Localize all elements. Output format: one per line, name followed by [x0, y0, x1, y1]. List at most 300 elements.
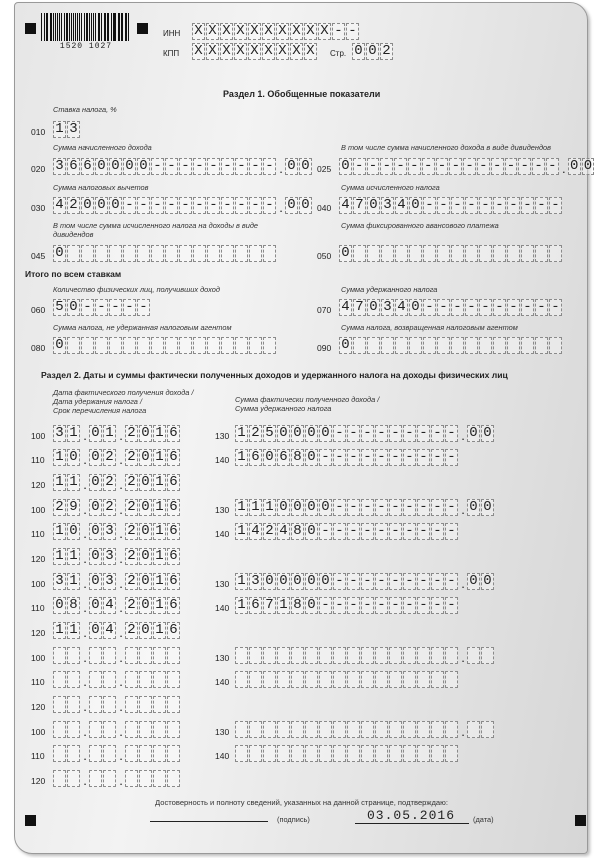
digit-cell: - [319, 597, 332, 614]
digit-cell [179, 337, 192, 354]
digit-cell: 0 [53, 337, 66, 354]
digit-cell: - [507, 299, 520, 316]
digit-cell: X [220, 43, 233, 60]
digit-cell: 0 [53, 597, 66, 614]
line-code: 120 [31, 776, 46, 786]
digit-cell [235, 245, 248, 262]
digit-cell [507, 245, 520, 262]
digit-cell: - [347, 499, 360, 516]
digit-cell [263, 647, 276, 664]
kpp-field[interactable] [192, 43, 318, 60]
digit-cell: 1 [153, 573, 166, 590]
digit-cell [403, 745, 416, 762]
corner-marker [575, 815, 586, 826]
digit-cell: 6 [81, 158, 94, 175]
digit-cell: - [451, 197, 464, 214]
line-045-label: дивидендов [53, 230, 94, 239]
digit-cell [89, 721, 102, 738]
date-separator: . [119, 477, 123, 492]
digit-cell: 0 [299, 158, 312, 175]
line-code: 140 [215, 751, 230, 761]
digit-cell: 1 [277, 597, 290, 614]
income-date-field[interactable] [53, 499, 181, 516]
digit-cell [375, 745, 388, 762]
digit-cell: - [445, 425, 458, 442]
digit-cell [467, 721, 480, 738]
digit-cell: 1 [53, 548, 66, 565]
digit-cell [151, 245, 164, 262]
digit-cell: X [290, 23, 303, 40]
tax-transfer-deadline-field[interactable] [53, 696, 181, 713]
inn-label: ИНН [163, 29, 181, 38]
digit-cell [207, 337, 220, 354]
digit-cell: 2 [67, 197, 80, 214]
line-code: 140 [215, 603, 230, 613]
digit-cell [139, 671, 152, 688]
digit-cell: - [81, 299, 94, 316]
persons-count-field[interactable] [53, 299, 151, 316]
digit-cell: 2 [125, 622, 138, 639]
date-separator: . [83, 502, 87, 517]
digit-cell: 1 [235, 449, 248, 466]
digit-cell: - [361, 523, 374, 540]
date-separator: . [83, 699, 87, 714]
tax-withheld-date-field[interactable] [53, 597, 181, 614]
decimal-point: . [279, 200, 283, 215]
digit-cell: - [207, 158, 220, 175]
digit-cell: - [423, 299, 436, 316]
digit-cell: 0 [305, 499, 318, 516]
totals-title: Итого по всем ставкам [25, 269, 122, 279]
digit-cell [139, 647, 152, 664]
digit-cell: X [290, 43, 303, 60]
deductions-field[interactable] [53, 197, 313, 214]
digit-cell: 0 [305, 597, 318, 614]
digit-cell: 0 [481, 425, 494, 442]
line-050-label: Сумма фиксированного авансового платежа [341, 221, 499, 230]
date-separator: . [83, 526, 87, 541]
digit-cell: - [417, 449, 430, 466]
digit-cell: X [304, 43, 317, 60]
digit-cell: 0 [339, 245, 352, 262]
rate-label: Ставка налога, % [53, 105, 117, 114]
digit-cell [417, 721, 430, 738]
digit-cell [493, 245, 506, 262]
digit-cell: - [193, 197, 206, 214]
digit-cell [493, 337, 506, 354]
digit-cell [167, 770, 180, 787]
digit-cell [333, 647, 346, 664]
digit-cell: - [375, 449, 388, 466]
digit-cell: 2 [125, 597, 138, 614]
digit-cell: - [389, 523, 402, 540]
line-code: 110 [31, 455, 45, 465]
income-date-field[interactable] [53, 425, 181, 442]
digit-cell [347, 647, 360, 664]
digit-cell: 0 [305, 449, 318, 466]
digit-cell: 0 [352, 43, 365, 60]
digit-cell: 8 [291, 523, 304, 540]
digit-cell [409, 337, 422, 354]
digit-cell: - [361, 573, 374, 590]
digit-cell: 0 [277, 499, 290, 516]
digit-cell: 0 [367, 197, 380, 214]
digit-cell: 0 [137, 158, 150, 175]
digit-cell: - [451, 299, 464, 316]
section1-title: Раздел 1. Обобщенные показатели [223, 89, 381, 99]
income-amount-field[interactable] [235, 425, 495, 442]
digit-cell: - [333, 449, 346, 466]
digit-cell [53, 696, 66, 713]
line-code: 110 [31, 529, 45, 539]
digit-cell [53, 721, 66, 738]
digit-cell: - [431, 499, 444, 516]
decimal-point: . [561, 161, 566, 176]
digit-cell [125, 745, 138, 762]
date-separator: . [119, 428, 123, 443]
digit-cell: X [318, 23, 331, 40]
digit-cell: 1 [235, 499, 248, 516]
digit-cell [381, 337, 394, 354]
date-separator: . [83, 674, 87, 689]
digit-cell: 6 [167, 425, 180, 442]
digit-cell: - [493, 299, 506, 316]
digit-cell: 0 [67, 523, 80, 540]
digit-cell: 1 [67, 573, 80, 590]
digit-cell: X [262, 23, 275, 40]
line-070-label: Сумма удержанного налога [341, 285, 438, 294]
col1-header: Срок перечисления налога [53, 406, 147, 415]
digit-cell: 0 [139, 548, 152, 565]
signature-line [150, 821, 268, 822]
digit-cell: 0 [319, 573, 332, 590]
digit-cell: - [445, 449, 458, 466]
digit-cell [535, 245, 548, 262]
digit-cell: 2 [125, 449, 138, 466]
tax-transfer-deadline-field[interactable] [53, 548, 181, 565]
digit-cell: 0 [89, 523, 102, 540]
date-separator: . [83, 773, 87, 788]
digit-cell: - [389, 449, 402, 466]
fixed-advance-field[interactable] [339, 245, 563, 262]
digit-cell: 6 [167, 449, 180, 466]
digit-cell [123, 337, 136, 354]
digit-cell [467, 647, 480, 664]
digit-cell: 1 [153, 449, 166, 466]
digit-cell [153, 721, 166, 738]
digit-cell [207, 245, 220, 262]
digit-cell [347, 671, 360, 688]
line-code: 020 [31, 164, 46, 174]
digit-cell: 0 [467, 573, 480, 590]
digit-cell: - [353, 158, 366, 175]
digit-cell [361, 647, 374, 664]
withheld-amount-field[interactable] [235, 523, 459, 540]
digit-cell: - [109, 299, 122, 316]
digit-cell: - [422, 158, 435, 175]
digit-cell: - [361, 449, 374, 466]
income-amount-field[interactable] [235, 721, 495, 738]
digit-cell: - [403, 425, 416, 442]
digit-cell: 1 [67, 474, 80, 491]
digit-cell [89, 671, 102, 688]
page-number-field[interactable] [352, 43, 394, 60]
line-code: 050 [317, 251, 332, 261]
line-090-label: Сумма налога, возвращенная налоговым агентом [341, 323, 518, 332]
digit-cell: - [465, 197, 478, 214]
withheld-amount-field[interactable] [235, 671, 459, 688]
digit-cell: 0 [367, 299, 380, 316]
digit-cell [389, 671, 402, 688]
digit-cell [165, 245, 178, 262]
digit-cell: 0 [89, 597, 102, 614]
digit-cell: - [389, 499, 402, 516]
date-separator: . [83, 600, 87, 615]
line-030-label: Сумма налоговых вычетов [53, 183, 149, 192]
digit-cell [291, 721, 304, 738]
line-code: 120 [31, 480, 46, 490]
digit-cell: 6 [167, 597, 180, 614]
date-separator: . [119, 773, 123, 788]
digit-cell [89, 696, 102, 713]
digit-cell [333, 745, 346, 762]
digit-cell: - [532, 158, 545, 175]
digit-cell: 0 [263, 449, 276, 466]
not-withheld-tax-field[interactable] [53, 337, 277, 354]
dividend-income-field[interactable] [339, 158, 595, 175]
date-separator: . [83, 477, 87, 492]
digit-cell: - [319, 449, 332, 466]
income-field[interactable] [53, 158, 313, 175]
income-date-field[interactable] [53, 721, 181, 738]
digit-cell [431, 745, 444, 762]
digit-cell: X [206, 43, 219, 60]
rate-field[interactable] [53, 121, 81, 138]
withheld-tax-field[interactable] [339, 299, 563, 316]
digit-cell [109, 337, 122, 354]
date-separator: . [119, 600, 123, 615]
line-code: 130 [215, 431, 230, 441]
digit-cell: - [165, 158, 178, 175]
line-code: 100 [31, 727, 46, 737]
digit-cell [167, 696, 180, 713]
digit-cell: - [361, 499, 374, 516]
date-separator: . [119, 650, 123, 665]
digit-cell [103, 671, 116, 688]
digit-cell [445, 647, 458, 664]
digit-cell: 6 [167, 548, 180, 565]
signature-date[interactable]: 03.05.2016 [367, 808, 456, 823]
digit-cell [165, 337, 178, 354]
digit-cell: 0 [409, 197, 422, 214]
line-code: 130 [215, 579, 230, 589]
digit-cell: - [493, 197, 506, 214]
decimal-point: . [461, 724, 465, 739]
digit-cell: - [431, 597, 444, 614]
digit-cell [423, 337, 436, 354]
withheld-amount-field[interactable] [235, 745, 459, 762]
digit-cell: 0 [409, 299, 422, 316]
line-code: 130 [215, 653, 230, 663]
digit-cell: - [463, 158, 476, 175]
tax-transfer-deadline-field[interactable] [53, 622, 181, 639]
corner-marker [25, 23, 36, 34]
digit-cell [437, 245, 450, 262]
digit-cell: - [123, 197, 136, 214]
digit-cell [549, 337, 562, 354]
digit-cell: 0 [339, 337, 352, 354]
digit-cell: - [403, 523, 416, 540]
line-code: 010 [31, 127, 46, 137]
digit-cell: 0 [89, 449, 102, 466]
digit-cell: 4 [339, 197, 352, 214]
digit-cell: 0 [285, 158, 298, 175]
digit-cell: 3 [103, 548, 116, 565]
digit-cell: 0 [89, 499, 102, 516]
digit-cell [249, 745, 262, 762]
line-code: 100 [31, 505, 46, 515]
digit-cell: - [436, 158, 449, 175]
digit-cell [375, 721, 388, 738]
tax-withheld-date-field[interactable] [53, 523, 181, 540]
income-amount-field[interactable] [235, 647, 495, 664]
digit-cell [431, 721, 444, 738]
digit-cell: 0 [139, 573, 152, 590]
tax-withheld-date-field[interactable] [53, 449, 181, 466]
digit-cell [403, 647, 416, 664]
digit-cell [249, 721, 262, 738]
line-code: 130 [215, 505, 230, 515]
digit-cell: 6 [167, 573, 180, 590]
digit-cell: - [403, 449, 416, 466]
decimal-point: . [461, 502, 465, 517]
digit-cell: 1 [53, 449, 66, 466]
withheld-amount-field[interactable] [235, 449, 459, 466]
digit-cell [361, 671, 374, 688]
form-page [14, 2, 593, 854]
digit-cell [235, 745, 248, 762]
digit-cell [431, 647, 444, 664]
digit-cell [451, 245, 464, 262]
digit-cell: 0 [95, 197, 108, 214]
digit-cell: 0 [291, 425, 304, 442]
line-code: 120 [31, 702, 46, 712]
digit-cell: X [234, 43, 247, 60]
digit-cell [319, 671, 332, 688]
digit-cell [375, 647, 388, 664]
digit-cell: 1 [263, 499, 276, 516]
corner-marker [25, 815, 36, 826]
digit-cell: 0 [291, 499, 304, 516]
digit-cell [221, 337, 234, 354]
digit-cell: X [276, 43, 289, 60]
digit-cell [153, 647, 166, 664]
line-040-label: Сумма исчисленного налога [341, 183, 440, 192]
digit-cell: 1 [235, 425, 248, 442]
digit-cell: 1 [153, 597, 166, 614]
digit-cell [89, 770, 102, 787]
digit-cell [67, 337, 80, 354]
line-080-label: Сумма налога, не удержанная налоговым агентом [53, 323, 232, 332]
line-code: 045 [31, 251, 46, 261]
dividend-tax-field[interactable] [53, 245, 277, 262]
digit-cell [479, 337, 492, 354]
digit-cell: - [375, 597, 388, 614]
inn-field[interactable] [192, 23, 360, 40]
signature-label: (подпись) [277, 815, 310, 824]
calculated-tax-field[interactable] [339, 197, 563, 214]
digit-cell [123, 245, 136, 262]
digit-cell: - [207, 197, 220, 214]
digit-cell: - [151, 158, 164, 175]
digit-cell [53, 770, 66, 787]
digit-cell [479, 245, 492, 262]
digit-cell: 4 [53, 197, 66, 214]
line-025-label: В том числе сумма начисленного дохода в виде дивидендов [341, 143, 552, 152]
digit-cell: - [417, 425, 430, 442]
digit-cell: 0 [467, 499, 480, 516]
digit-cell: 1 [249, 499, 262, 516]
tax-transfer-deadline-field[interactable] [53, 770, 181, 787]
tax-withheld-date-field[interactable] [53, 745, 181, 762]
digit-cell: 0 [67, 299, 80, 316]
digit-cell [139, 696, 152, 713]
digit-cell [291, 671, 304, 688]
digit-cell [319, 721, 332, 738]
digit-cell [361, 721, 374, 738]
line-code: 130 [215, 727, 230, 737]
line-code: 140 [215, 529, 230, 539]
digit-cell [153, 671, 166, 688]
digit-cell: - [445, 597, 458, 614]
digit-cell: 0 [467, 425, 480, 442]
income-amount-field[interactable] [235, 499, 495, 516]
digit-cell [235, 671, 248, 688]
digit-cell: - [403, 573, 416, 590]
digit-cell [409, 245, 422, 262]
income-date-field[interactable] [53, 573, 181, 590]
digit-cell [193, 245, 206, 262]
digit-cell [305, 745, 318, 762]
digit-cell: 2 [125, 499, 138, 516]
digit-cell: - [394, 158, 407, 175]
digit-cell: - [123, 299, 136, 316]
digit-cell: 1 [235, 523, 248, 540]
line-020-label: Сумма начисленного дохода [53, 143, 152, 152]
tax-transfer-deadline-field[interactable] [53, 474, 181, 491]
digit-cell [389, 647, 402, 664]
digit-cell: 0 [139, 474, 152, 491]
digit-cell: 2 [249, 425, 262, 442]
digit-cell: - [333, 425, 346, 442]
income-date-field[interactable] [53, 647, 181, 664]
digit-cell [67, 696, 80, 713]
income-amount-field[interactable] [235, 573, 495, 590]
digit-cell: - [319, 523, 332, 540]
digit-cell: - [535, 197, 548, 214]
returned-tax-field[interactable] [339, 337, 563, 354]
digit-cell: - [431, 449, 444, 466]
digit-cell [535, 337, 548, 354]
digit-cell [445, 721, 458, 738]
line-code: 100 [31, 431, 46, 441]
withheld-amount-field[interactable] [235, 597, 459, 614]
digit-cell [263, 745, 276, 762]
tax-withheld-date-field[interactable] [53, 671, 181, 688]
digit-cell [347, 721, 360, 738]
digit-cell: 0 [89, 622, 102, 639]
digit-cell [139, 745, 152, 762]
